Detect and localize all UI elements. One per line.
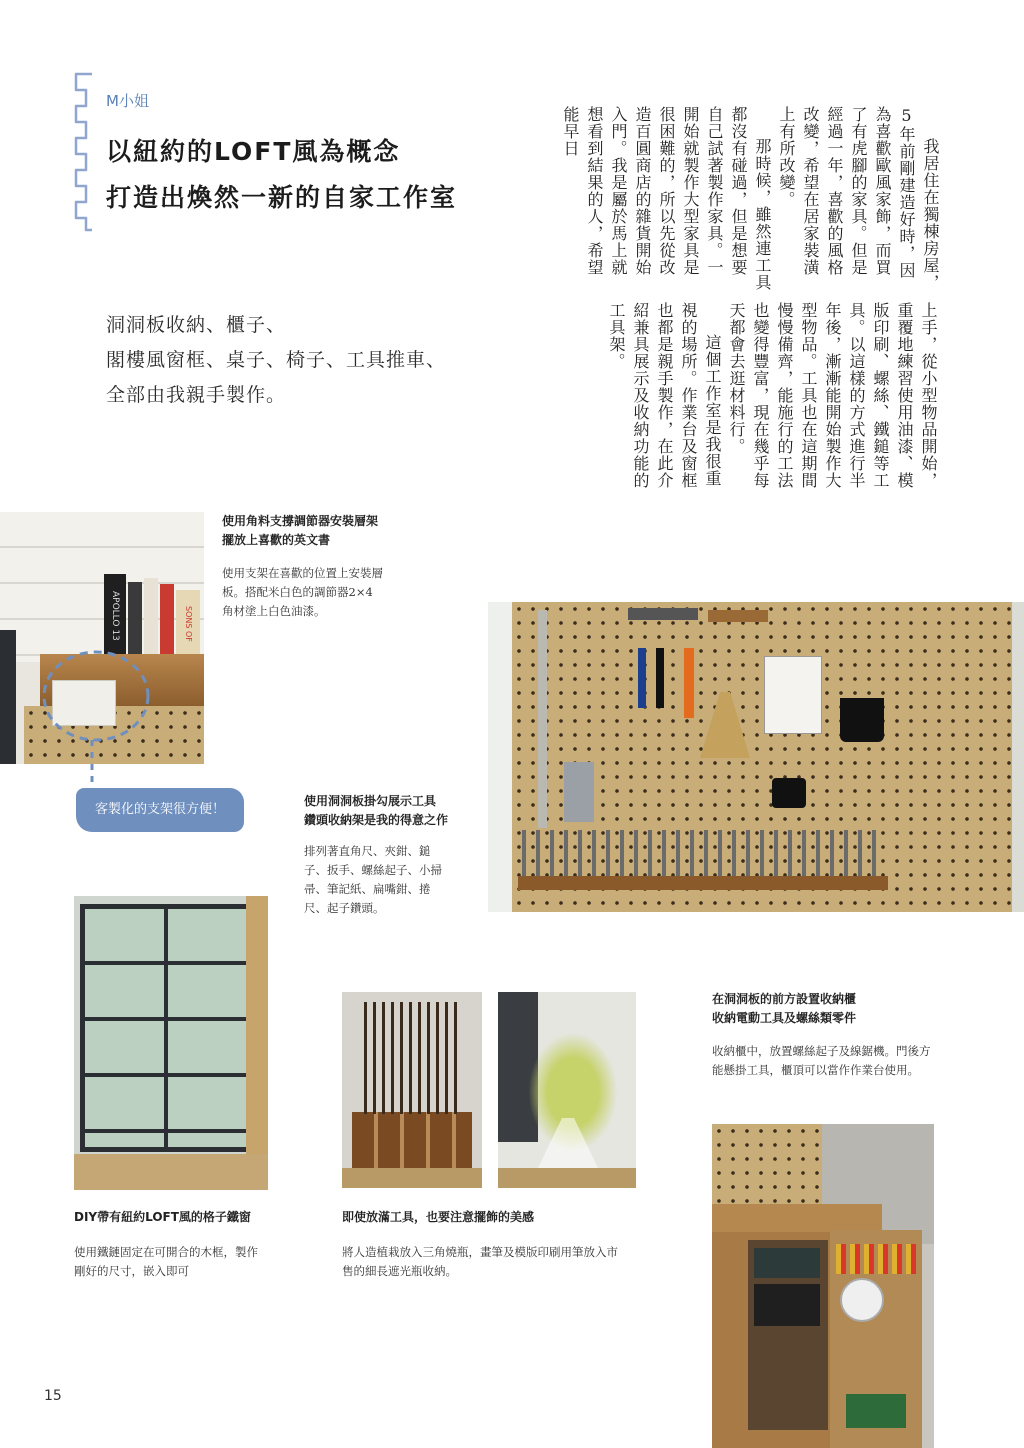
- header-bracket-decoration: [70, 72, 96, 232]
- book: [160, 590, 200, 658]
- jars: [352, 1112, 472, 1168]
- drill-bit-case: [846, 1394, 906, 1428]
- counter: [74, 1154, 268, 1190]
- book-spine-text: SONS OF LIBERTY: [160, 606, 193, 642]
- caption-body: 尺、起子鑽頭。: [304, 901, 385, 915]
- screwdriver: [638, 648, 646, 708]
- body-text-top: [561, 106, 942, 291]
- plant-photo: [498, 992, 636, 1188]
- window-photo: [74, 896, 268, 1190]
- page-title-line-2: 打造出煥然一新的自家工作室: [106, 183, 458, 212]
- bucket: [840, 698, 884, 742]
- caption-body: 板。搭配米白色的調節器2×4: [222, 585, 373, 599]
- door-tools: [836, 1244, 916, 1274]
- callout-circle: [34, 640, 154, 790]
- cabinet-top: [712, 1204, 882, 1232]
- screwdriver: [656, 648, 664, 708]
- window-caption: [74, 1208, 284, 1281]
- ruler: [538, 610, 547, 828]
- brushes-photo: [342, 992, 482, 1188]
- drill-bit-rack: [518, 876, 888, 890]
- body-text-bottom: [604, 302, 940, 492]
- caption-title: 使用角料支撐調節器安裝層架: [222, 514, 379, 528]
- caption-body: 排列著直角尺、夾鉗、鎚: [304, 844, 431, 858]
- caption-title: DIY帶有紐約LOFT風的格子鐵窗: [74, 1210, 251, 1224]
- caption-body: 收納櫃中，放置螺絲起子及線鋸機。門後方: [712, 1044, 931, 1058]
- caption-body: 能懸掛工具，櫃頂可以當作作業台使用。: [712, 1063, 919, 1077]
- body-paragraph: 我居住在獨棟房屋，5年前剛建造好時，因為喜歡歐風家飾，而買了有虎腳的家具。但是經過一年，喜歡的風格改變，希望在居家裝潢上有所改變。: [777, 106, 940, 291]
- caption-body: 使用支架在喜歡的位置上安裝層: [222, 566, 383, 580]
- pegboard-photo: [488, 602, 1024, 912]
- saw-blade: [840, 1278, 884, 1322]
- notepad: [764, 656, 822, 734]
- cabinet-caption: [712, 990, 972, 1080]
- page-number: 15: [44, 1388, 62, 1404]
- tape-measure: [772, 778, 806, 808]
- intro-line-1: 洞洞板收納、櫃子、: [106, 314, 287, 336]
- caption-title: 擺放上喜歡的英文書: [222, 533, 331, 547]
- book-spine-text: APOLLO 13: [110, 591, 120, 641]
- intro-line-3: 全部由我親手製作。: [106, 384, 287, 406]
- window-light: [488, 602, 512, 912]
- caption-body: 子、扳手、螺絲起子、小掃: [304, 863, 442, 877]
- body-paragraph: 這個工作室是我很重視的場所。作業台及窗框也都是親手製作，在此介紹兼具展示及收納功能的工具架。: [607, 302, 722, 489]
- pegboard-caption: [304, 792, 474, 918]
- pegboard: [712, 1124, 822, 1204]
- intro-line-2: 閣樓風窗框、桌子、椅子、工具推車、: [106, 349, 447, 371]
- caption-title: 使用洞洞板掛勾展示工具: [304, 794, 437, 808]
- callout-bubble: 客製化的支架很方便！: [76, 788, 244, 832]
- screwdriver: [684, 648, 694, 718]
- toolbox: [754, 1284, 820, 1326]
- counter: [498, 1168, 636, 1188]
- caption-body: 剛好的尺寸，嵌入即可: [74, 1264, 189, 1278]
- caption-title: 收納電動工具及螺絲類零件: [712, 1011, 857, 1025]
- caption-title: 在洞洞板的前方設置收納櫃: [712, 992, 857, 1006]
- shelf-top: [342, 1168, 482, 1188]
- brush-handles: [364, 1002, 460, 1114]
- body-paragraph: 那時候，雖然連工具都沒有碰過，但是想要自己試著製作家具。一開始就製作大型家具是很困難的，所以先從改造百圓商店的雜貨開始入門。我是屬於馬上就想看到結果的人，希望能早日: [561, 106, 772, 291]
- shelf-caption: [222, 512, 412, 621]
- dark-window: [0, 630, 16, 764]
- clamp: [628, 608, 698, 620]
- body-paragraph: 上手，從小型物品開始，重覆地練習使用油漆、模版印刷、螺絲、鐵鎚等工具。以這樣的方式進行半年後，漸漸能開始製作大型物品。工具也在這期間慢慢備齊，能施行的工法也變得豐富，現在幾乎每天都會去逛材料行。: [727, 302, 938, 489]
- caption-body: 售的細長遮光瓶收納。: [342, 1264, 457, 1278]
- cabinet-photo: [712, 1124, 934, 1448]
- article-tag: M小姐: [106, 92, 149, 110]
- power-tool: [754, 1248, 820, 1278]
- deco-caption: [342, 1208, 642, 1281]
- page-title-line-1: 以紐約的LOFT風為概念: [106, 137, 401, 166]
- wall-edge: [246, 896, 268, 1190]
- hammer: [708, 610, 768, 622]
- caption-body: 帚、筆記紙、扁嘴鉗、捲: [304, 882, 431, 896]
- caption-title: 鑽頭收納架是我的得意之作: [304, 813, 449, 827]
- window-grid: [80, 904, 252, 1152]
- wrench: [564, 762, 594, 822]
- caption-body: 使用鐵鏈固定在可開合的木框，製作: [74, 1245, 258, 1259]
- caption-title: 即使放滿工具，也要注意擺飾的美感: [342, 1210, 535, 1224]
- drill-bits: [522, 830, 882, 876]
- caption-body: 角材塗上白色油漆。: [222, 604, 326, 618]
- caption-body: 將人造植栽放入三角燒瓶，畫筆及模版印刷用筆放入市: [342, 1245, 618, 1259]
